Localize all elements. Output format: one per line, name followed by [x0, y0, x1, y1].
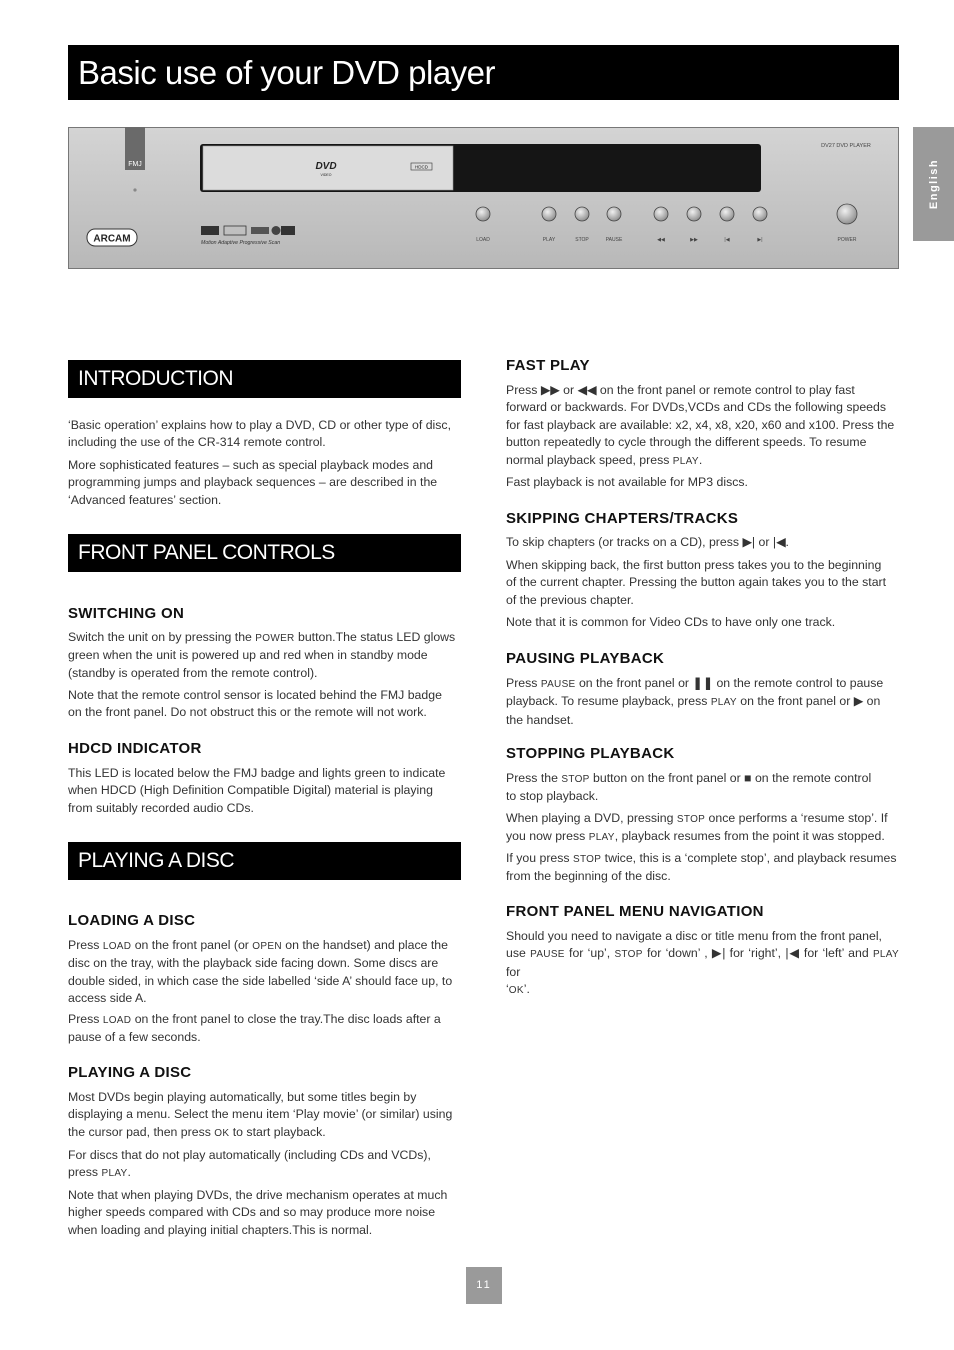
- switching-on-paragraph-2: Note that the remote control sensor is located behind the FMJ badge on the front panel. Do not obstruct this or the remote will not work.: [68, 688, 442, 720]
- introduction-header: [68, 360, 461, 398]
- dvd-logo: DVD: [315, 161, 337, 172]
- stopping-title: STOPPING PLAYBACK: [506, 745, 675, 762]
- hdcd-paragraph: This LED is located below the FMJ badge and lights green to indicate when HDCD (High Definition Compatible Digital) material is playing from suitably recorded audio CDs.: [68, 766, 446, 815]
- arcam-logo: ARCAM: [93, 233, 131, 245]
- playing-disc-heading: PLAYING A DISC: [78, 849, 235, 872]
- dvd-video-text: VIDEO: [320, 173, 332, 177]
- pause-label: PAUSE: [605, 237, 623, 243]
- stopping-paragraph-3: If you press STOP twice, this is a ‘complete stop’, and playback resumes from the beginning of the disc.: [506, 851, 897, 884]
- page-number: 11: [466, 1267, 502, 1304]
- fast-forward-label: ▶▶: [690, 237, 698, 243]
- menu-navigation-title: FRONT PANEL MENU NAVIGATION: [506, 903, 764, 920]
- skipping-paragraph-3: Note that it is common for Video CDs to have only one track.: [506, 615, 836, 629]
- introduction-heading: INTRODUCTION: [78, 367, 233, 390]
- pausing-paragraph: Press PAUSE on the front panel or ❚❚ on the remote control to pause playback. To resume playback, press PLAY on the front panel or ▶ on the handset.: [506, 676, 884, 727]
- playing-disc-header: [68, 842, 461, 880]
- playing-paragraph-2: For discs that do not play automatically (including CDs and VCDs), press PLAY.: [68, 1148, 431, 1180]
- fast-play-paragraph-2: Fast playback is not available for MP3 discs.: [506, 475, 748, 489]
- play-button: [542, 207, 556, 221]
- introduction-paragraph-1: ‘Basic operation’ explains how to play a DVD, CD or other type of disc, including the use of the CR-314 remote control.: [68, 418, 451, 450]
- switching-on-paragraph-1: Switch the unit on by pressing the POWER button.The status LED glows green when the unit is powered up and red when in standby mode (standby is operated from the remote control).: [68, 630, 456, 680]
- playing-paragraph-1: Most DVDs begin playing automatically, but some titles begin by displaying a menu. Select the menu item ‘Play movie’ (or similar) using the cursor pad, then press OK to start playback.: [68, 1090, 453, 1139]
- previous-label: |◀: [724, 237, 730, 243]
- hdcd-logo: HDCD: [415, 164, 428, 170]
- rewind-button: [654, 207, 668, 221]
- stop-label: STOP: [575, 237, 589, 243]
- pause-button: [607, 207, 621, 221]
- power-label: POWER: [837, 237, 857, 243]
- front-panel-heading: FRONT PANEL CONTROLS: [78, 541, 335, 564]
- playing-disc-title: PLAYING A DISC: [68, 1064, 192, 1081]
- stopping-paragraph-1: Press the STOP button on the front panel or ■ on the remote control to stop playback.: [506, 771, 872, 804]
- switching-on-title: SWITCHING ON: [68, 605, 185, 622]
- play-label: PLAY: [542, 237, 556, 243]
- rewind-label: ◀◀: [657, 237, 665, 243]
- next-button: [753, 207, 767, 221]
- fast-play-title: FAST PLAY: [506, 357, 590, 374]
- model-name: DV27 DVD PLAYER: [821, 143, 871, 149]
- skipping-title: SKIPPING CHAPTERS/TRACKS: [506, 510, 739, 527]
- pausing-title: PAUSING PLAYBACK: [506, 650, 665, 667]
- language-tab[interactable]: [913, 127, 954, 241]
- fmj-badge-text: FMJ: [128, 161, 142, 168]
- skipping-paragraph-2: When skipping back, the first button press takes you to the beginning of the current chapter. Pressing the button again takes you to the start of the previous chapter.: [506, 558, 887, 607]
- power-button: [837, 204, 857, 224]
- feature-text: Motion Adaptive Progressive Scan: [201, 240, 281, 246]
- hdcd-led: [133, 188, 136, 191]
- stop-button: [575, 207, 589, 221]
- language-tab-label: English: [927, 158, 940, 210]
- next-label: ▶|: [757, 237, 763, 243]
- dvd-player-front-panel: [68, 127, 899, 269]
- hdcd-indicator-title: HDCD INDICATOR: [68, 740, 202, 757]
- fast-play-paragraph-1: Press ▶▶ or ◀◀ on the front panel or remote control to play fast forward or backwards. For DVDs,VCDs and CDs the following speeds for fast playback are available: x2, x4, x8, x20, x60 and x100. Press the button repeatedly to cycle through the different speeds. To resume normal playback speed, press PLAY.: [506, 383, 895, 467]
- stopping-paragraph-2: When playing a DVD, pressing STOP once performs a ‘resume stop’. If you now press PLAY, playback resumes from the point it was stopped.: [506, 811, 888, 844]
- previous-button: [720, 207, 734, 221]
- playing-paragraph-3: Note that when playing DVDs, the drive mechanism operates at much higher speeds compared with CDs and so may produce more noise when loading and playing initial chapters.This is normal.: [68, 1188, 448, 1237]
- loading-paragraph-2: Press LOAD on the front panel to close the tray.The disc loads after a pause of a few seconds.: [68, 1012, 441, 1045]
- menu-navigation-paragraph: Should you need to navigate a disc or title menu from the front panel, use PAUSE for ‘up’, STOP for ‘down’ , ▶| for ‘right’, |◀ for ‘left’ and PLAY for ‘OK’.: [506, 929, 899, 997]
- skipping-paragraph-1: To skip chapters (or tracks on a CD), press ▶| or |◀.: [506, 535, 789, 549]
- introduction-paragraph-2: More sophisticated features – such as special playback modes and programming jumps and playback sequences – are described in the ‘Advanced features’ section.: [68, 458, 438, 507]
- load-button: [476, 207, 490, 221]
- loading-paragraph-1: Press LOAD on the front panel (or OPEN on the handset) and place the disc on the tray, with the playback side facing down. Some discs are double sided, in which case the side labelled ‘side A’ should face up, to access side A.: [68, 938, 453, 1006]
- front-panel-header: [68, 534, 461, 572]
- loading-disc-title: LOADING A DISC: [68, 912, 196, 929]
- page-title: Basic use of your DVD player: [78, 54, 496, 91]
- page-title-bar: [68, 45, 899, 100]
- load-label: LOAD: [476, 237, 490, 243]
- fast-forward-button: [687, 207, 701, 221]
